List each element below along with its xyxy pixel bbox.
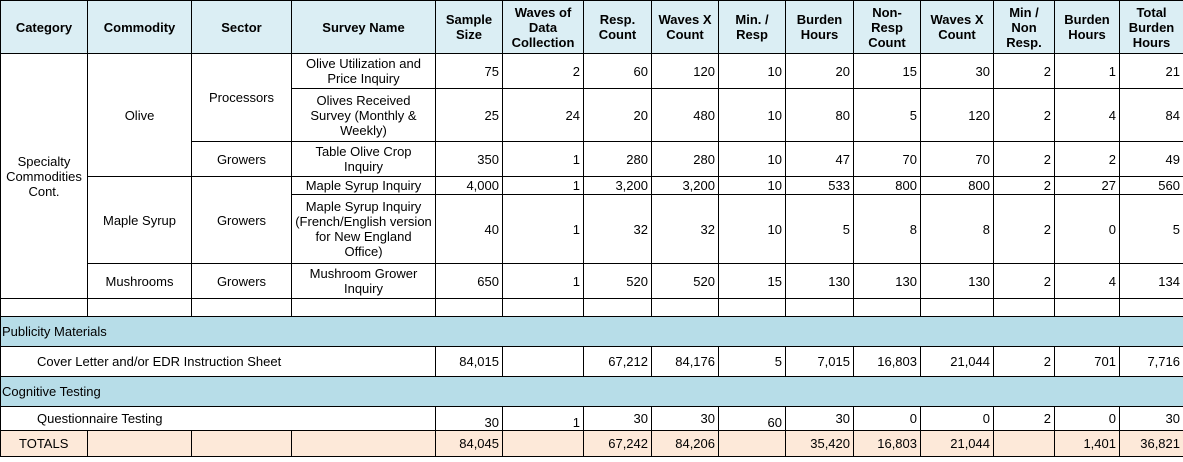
empty-cell bbox=[1, 299, 88, 317]
value-cell: 67,212 bbox=[584, 347, 652, 377]
header-cell: Sample Size bbox=[436, 1, 503, 54]
value-cell: 75 bbox=[436, 54, 503, 89]
survey-name-cell: Table Olive Crop Inquiry bbox=[292, 142, 436, 177]
header-cell: Resp. Count bbox=[584, 1, 652, 54]
value-cell: 40 bbox=[436, 195, 503, 264]
value-cell: 1 bbox=[503, 264, 584, 299]
value-cell: 1 bbox=[1055, 54, 1120, 89]
value-cell: 280 bbox=[652, 142, 719, 177]
survey-name-cell: Olives Received Survey (Monthly & Weekly) bbox=[292, 89, 436, 142]
value-cell: 70 bbox=[854, 142, 921, 177]
totals-label: TOTALS bbox=[1, 431, 88, 457]
value-cell: 20 bbox=[584, 89, 652, 142]
item-name-cell: Cover Letter and/or EDR Instruction Sheet bbox=[1, 347, 436, 377]
header-cell: Sector bbox=[192, 1, 292, 54]
value-cell: 21 bbox=[1120, 54, 1183, 89]
value-cell: 1 bbox=[503, 407, 584, 431]
value-cell: 480 bbox=[652, 89, 719, 142]
value-cell bbox=[503, 347, 584, 377]
value-cell: 5 bbox=[854, 89, 921, 142]
value-cell: 10 bbox=[719, 177, 786, 195]
header-cell: Min / Non Resp. bbox=[994, 1, 1055, 54]
total-value-cell: 36,821 bbox=[1120, 431, 1183, 457]
value-cell: 25 bbox=[436, 89, 503, 142]
value-cell: 2 bbox=[994, 142, 1055, 177]
empty-cell bbox=[854, 299, 921, 317]
value-cell: 10 bbox=[719, 195, 786, 264]
value-cell: 80 bbox=[786, 89, 854, 142]
value-cell: 2 bbox=[1055, 142, 1120, 177]
table-row bbox=[1, 407, 1183, 431]
empty-cell bbox=[192, 299, 292, 317]
commodity-cell: Maple Syrup bbox=[88, 177, 192, 264]
value-cell: 2 bbox=[994, 407, 1055, 431]
value-cell: 32 bbox=[584, 195, 652, 264]
sector-cell: Growers bbox=[192, 142, 292, 177]
value-cell: 701 bbox=[1055, 347, 1120, 377]
commodity-cell: Olive bbox=[88, 54, 192, 177]
header-cell: Non-Resp Count bbox=[854, 1, 921, 54]
empty-cell bbox=[1120, 299, 1183, 317]
value-cell: 84 bbox=[1120, 89, 1183, 142]
value-cell: 2 bbox=[503, 54, 584, 89]
value-cell: 84,176 bbox=[652, 347, 719, 377]
value-cell: 120 bbox=[652, 54, 719, 89]
value-cell: 15 bbox=[854, 54, 921, 89]
section-header-row bbox=[1, 317, 1183, 347]
empty-cell bbox=[436, 299, 503, 317]
value-cell: 650 bbox=[436, 264, 503, 299]
section-title: Publicity Materials bbox=[1, 317, 1183, 347]
table-row bbox=[1, 177, 1183, 195]
total-value-cell bbox=[994, 431, 1055, 457]
value-cell: 49 bbox=[1120, 142, 1183, 177]
empty-cell bbox=[503, 299, 584, 317]
value-cell: 130 bbox=[921, 264, 994, 299]
empty-cell bbox=[652, 299, 719, 317]
value-cell: 4,000 bbox=[436, 177, 503, 195]
header-cell: Survey Name bbox=[292, 1, 436, 54]
sector-cell: Growers bbox=[192, 177, 292, 264]
value-cell: 24 bbox=[503, 89, 584, 142]
empty-cell bbox=[584, 299, 652, 317]
value-cell: 30 bbox=[786, 407, 854, 431]
value-cell: 0 bbox=[1055, 407, 1120, 431]
value-cell: 533 bbox=[786, 177, 854, 195]
value-cell: 5 bbox=[719, 347, 786, 377]
header-cell: Waves X Count bbox=[652, 1, 719, 54]
value-cell: 1 bbox=[503, 177, 584, 195]
empty-cell bbox=[88, 431, 192, 457]
total-value-cell: 67,242 bbox=[584, 431, 652, 457]
survey-name-cell: Olive Utilization and Price Inquiry bbox=[292, 54, 436, 89]
value-cell: 2 bbox=[994, 347, 1055, 377]
category-cell: Specialty Commodities Cont. bbox=[1, 54, 88, 299]
value-cell: 5 bbox=[786, 195, 854, 264]
value-cell: 7,015 bbox=[786, 347, 854, 377]
value-cell: 130 bbox=[786, 264, 854, 299]
total-value-cell bbox=[503, 431, 584, 457]
item-name-cell: Questionnaire Testing bbox=[1, 407, 436, 431]
section-title: Cognitive Testing bbox=[1, 377, 1183, 407]
value-cell: 0 bbox=[854, 407, 921, 431]
value-cell: 16,803 bbox=[854, 347, 921, 377]
empty-cell bbox=[292, 299, 436, 317]
survey-name-cell: Maple Syrup Inquiry bbox=[292, 177, 436, 195]
value-cell: 560 bbox=[1120, 177, 1183, 195]
value-cell: 32 bbox=[652, 195, 719, 264]
table-row bbox=[1, 264, 1183, 299]
value-cell: 134 bbox=[1120, 264, 1183, 299]
value-cell: 800 bbox=[854, 177, 921, 195]
value-cell: 30 bbox=[652, 407, 719, 431]
value-cell: 21,044 bbox=[921, 347, 994, 377]
value-cell: 70 bbox=[921, 142, 994, 177]
value-cell: 10 bbox=[719, 142, 786, 177]
value-cell: 3,200 bbox=[652, 177, 719, 195]
value-cell: 1 bbox=[503, 142, 584, 177]
value-cell: 4 bbox=[1055, 264, 1120, 299]
header-cell: Waves X Count bbox=[921, 1, 994, 54]
value-cell: 60 bbox=[719, 407, 786, 431]
sector-cell: Processors bbox=[192, 54, 292, 142]
survey-name-cell: Maple Syrup Inquiry (French/English version for New England Office) bbox=[292, 195, 436, 264]
total-value-cell: 35,420 bbox=[786, 431, 854, 457]
spacer-row bbox=[1, 299, 1183, 317]
value-cell: 2 bbox=[994, 195, 1055, 264]
value-cell: 800 bbox=[921, 177, 994, 195]
value-cell: 520 bbox=[652, 264, 719, 299]
value-cell: 30 bbox=[584, 407, 652, 431]
empty-cell bbox=[88, 299, 192, 317]
table-row bbox=[1, 347, 1183, 377]
value-cell: 130 bbox=[854, 264, 921, 299]
value-cell: 350 bbox=[436, 142, 503, 177]
totals-row bbox=[1, 431, 1183, 457]
survey-name-cell: Mushroom Grower Inquiry bbox=[292, 264, 436, 299]
empty-cell bbox=[719, 299, 786, 317]
empty-cell bbox=[786, 299, 854, 317]
total-value-cell: 16,803 bbox=[854, 431, 921, 457]
header-cell: Commodity bbox=[88, 1, 192, 54]
header-cell: Burden Hours bbox=[1055, 1, 1120, 54]
value-cell: 8 bbox=[921, 195, 994, 264]
value-cell: 30 bbox=[1120, 407, 1183, 431]
value-cell: 5 bbox=[1120, 195, 1183, 264]
sector-cell: Growers bbox=[192, 264, 292, 299]
table-row bbox=[1, 54, 1183, 89]
value-cell: 120 bbox=[921, 89, 994, 142]
value-cell: 30 bbox=[921, 54, 994, 89]
total-value-cell bbox=[719, 431, 786, 457]
value-cell: 0 bbox=[921, 407, 994, 431]
value-cell: 47 bbox=[786, 142, 854, 177]
header-cell: Category bbox=[1, 1, 88, 54]
total-value-cell: 84,045 bbox=[436, 431, 503, 457]
value-cell: 2 bbox=[994, 177, 1055, 195]
value-cell: 84,015 bbox=[436, 347, 503, 377]
value-cell: 0 bbox=[1055, 195, 1120, 264]
header-cell: Min. / Resp bbox=[719, 1, 786, 54]
total-value-cell: 21,044 bbox=[921, 431, 994, 457]
total-value-cell: 84,206 bbox=[652, 431, 719, 457]
value-cell: 7,716 bbox=[1120, 347, 1183, 377]
value-cell: 280 bbox=[584, 142, 652, 177]
value-cell: 27 bbox=[1055, 177, 1120, 195]
total-value-cell: 1,401 bbox=[1055, 431, 1120, 457]
empty-cell bbox=[994, 299, 1055, 317]
value-cell: 3,200 bbox=[584, 177, 652, 195]
empty-cell bbox=[192, 431, 292, 457]
header-cell: Waves of Data Collection bbox=[503, 1, 584, 54]
header-cell: Total Burden Hours bbox=[1120, 1, 1183, 54]
value-cell: 30 bbox=[436, 407, 503, 431]
empty-cell bbox=[292, 431, 436, 457]
section-header-row bbox=[1, 377, 1183, 407]
empty-cell bbox=[1055, 299, 1120, 317]
value-cell: 15 bbox=[719, 264, 786, 299]
value-cell: 520 bbox=[584, 264, 652, 299]
value-cell: 1 bbox=[503, 195, 584, 264]
header-cell: Burden Hours bbox=[786, 1, 854, 54]
value-cell: 20 bbox=[786, 54, 854, 89]
value-cell: 60 bbox=[584, 54, 652, 89]
value-cell: 2 bbox=[994, 264, 1055, 299]
empty-cell bbox=[921, 299, 994, 317]
value-cell: 10 bbox=[719, 89, 786, 142]
value-cell: 2 bbox=[994, 89, 1055, 142]
value-cell: 2 bbox=[994, 54, 1055, 89]
value-cell: 10 bbox=[719, 54, 786, 89]
header-row bbox=[1, 1, 1183, 54]
value-cell: 8 bbox=[854, 195, 921, 264]
value-cell: 4 bbox=[1055, 89, 1120, 142]
commodity-cell: Mushrooms bbox=[88, 264, 192, 299]
